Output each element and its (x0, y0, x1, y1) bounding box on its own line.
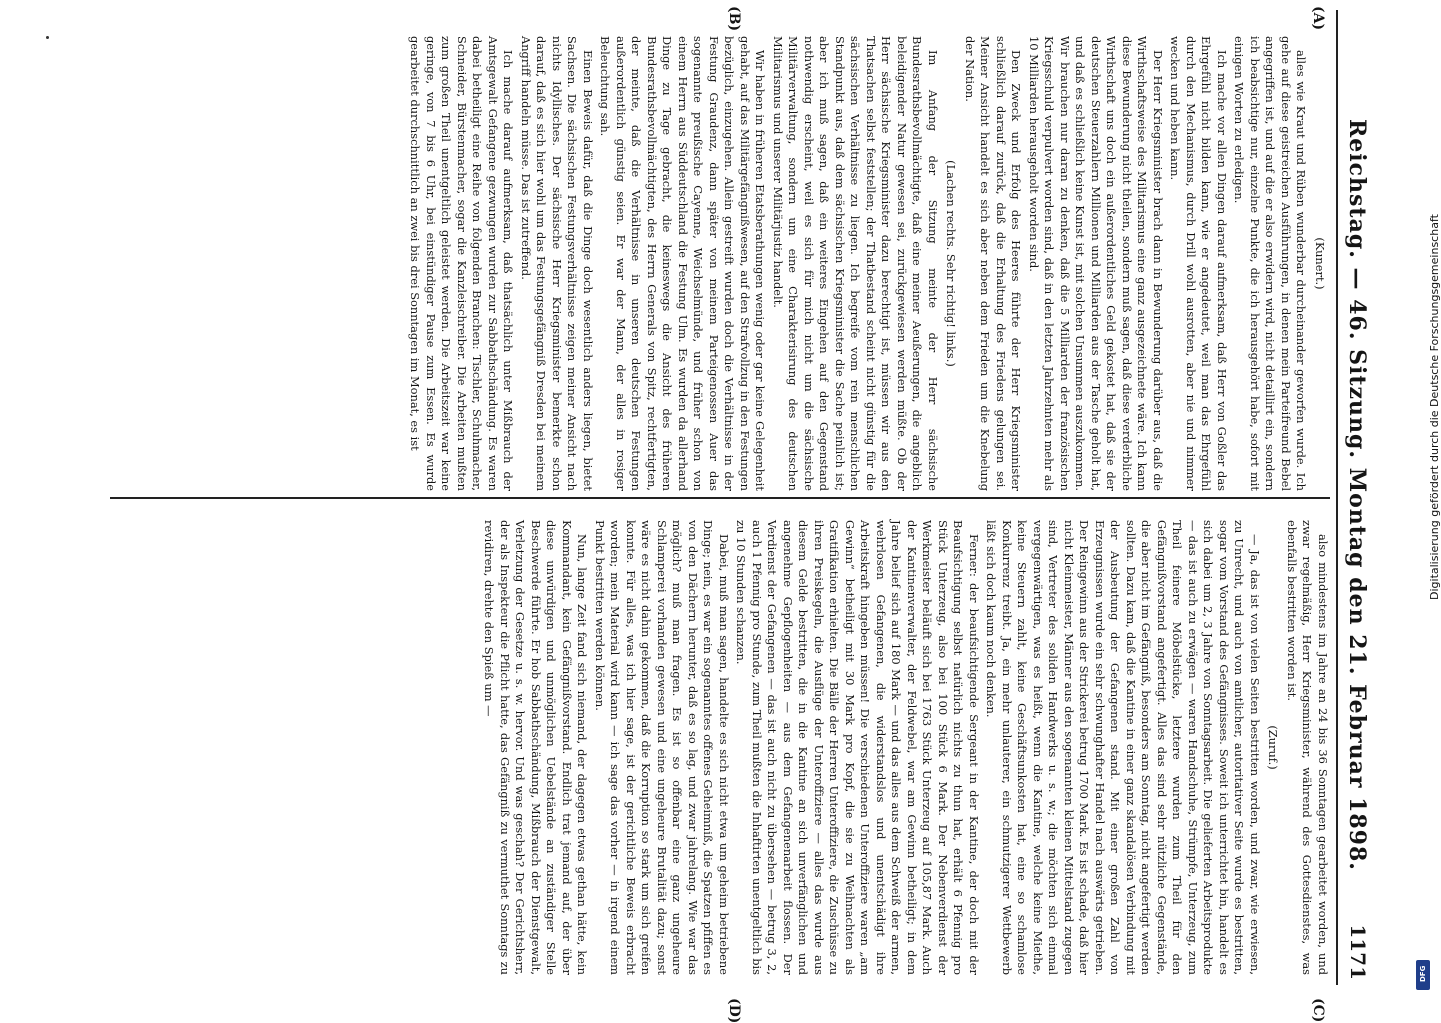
paragraph: (Lachen rechts. Sehr richtig! links.) (944, 160, 959, 367)
paragraph: Wir haben in früheren Etatsberathungen wenig oder gar keine Gelegenheit gehabt, auf das Militärgefängnißwesen, auf den Strafvollzug in den Festungen bezüglich, einzugehen. Allein gestreift wurden doch die Verhältnisse in der Festung Graudenz, dann später von meinem Parteigenossen Auer das sogenannte preußische Cayenne, Weichselmünde, und früher schon von einem Herrn aus Süddeutschland die Festung Ulm. Es wurden da allerhand Dinge zu Tage gebracht, die keineswegs die Ansicht des früheren Bundesrathsbevollmächtigten, des Herrn Generals von Spitz, rechtfertigten, der meinte, daß die Verhältnisse in unseren deutschen Festungen außerordentlich günstig seien. Er war der Mann, der alles in rosiger Beleuchtung sah. (598, 36, 768, 491)
dfg-logo (1416, 960, 1430, 990)
paragraph: Im Anfang der Sitzung meinte der Herr sächsische Bundesrathsbevollmächtigte, daß eine meiner Aeußerungen, die angeblich beleidigender Natur gewesen sei, zurückgewiesen werden müßte. Ob der Herr sächsische Kriegsminister dazu berechtigt ist, müssen wir aus den Thatsachen selbst feststellen; der Thatbestand scheint nicht günstig für die sächsischen Verhältnisse zu liegen. Ich begreife vom rein menschlichen Standpunkt aus, daß dem sächsischen Kriegsminister die Sache peinlich ist; aber ich muß sagen, daß ein weiteres Eingehen auf den Gegenstand nothwendig erscheint, weil es sich für mich nicht um die sächsische Militärverwaltung, sondern um eine Charakterisirung des deutschen Militarismus und unserer Militärjustiz handelt. (771, 36, 940, 491)
paragraph: (Kunert.) (1313, 237, 1327, 290)
credit-text: Digitalisierung gefördert durch die Deutsche Forschungsgemeinschaft (1428, 214, 1441, 600)
margin-marker-c: (C) (1310, 998, 1326, 1023)
page-number: 1171 (1346, 924, 1370, 980)
page-header (1334, 0, 1374, 990)
digitization-credit (1404, 0, 1441, 1000)
paragraph: alles wie Kraut und Rüben wunderbar durcheinander geworfen wurde. Ich gehe auf diese geistreichen Ausführungen, in denen mein Parteifreund Bebel angegriffen ist, und auf die er also erwidern wird, nicht detaillirt ein, sondern ich beabsichtige nur, einzelne Punkte, die ich herausgehört habe, sofort mit einigen Worten zu erledigen. (1232, 36, 1309, 491)
margin-marker-a: (A) (1310, 6, 1326, 31)
margin-marker-b: (B) (726, 6, 742, 32)
header-rule (1336, 10, 1338, 985)
page-title: Reichstag. — 46. Sitzung. Montag den 21. Februar 1898. (1344, 119, 1370, 871)
paragraph: Den Zweck und Erfolg des Heeres führte der Herr Kriegsminister schließlich darauf zurück, daß die Erhaltung des Friedens gelungen sei. Meiner Ansicht handelt es sich aber neben dem Frieden um die Knebelung der Nation. (963, 36, 1024, 491)
right-column (115, 520, 1330, 975)
paragraph: Ich mache darauf aufmerksam, daß thatsächlich unter Mißbrauch der Amtsgewalt Gefangene gezwungen wurden zur Sabbathschändung. Es waren dabei betheiligt eine Reihe von folgenden Branchen: Tischler, Schuhmacher, Schneider, Bürstenmacher, sogar die Kanzleischreiber. Die Arbeiten mußten zum großen Theil unentgeltlich geleistet werden. Die Arbeitszeit war keine geringe, von 7 bis 6 Uhr, bei einstündiger Pause zum Essen. Es wurde gearbeitet durchschnittlich an zwei bis drei Sonntagen im Monat, es ist (408, 36, 516, 491)
paragraph: Einen Beweis dafür, daß die Dinge doch wesentlich anders liegen, bietet Sachsen. Die sächsischen Festungsverhältnisse zeigen meiner Ansicht nach nichts Idyllisches. Der sächsische Herr Kriegsminister bemerkte schon darauf, daß es sich hier wohl um das Festungsgefängniß Dresden bei meinem Angriff handeln müsse. Das ist zutreffend. (519, 36, 595, 491)
paragraph: — Ja, das ist von vielen Seiten bestritten worden, und zwar, wie erwiesen, zu Unrecht, und auch von amtlicher, autoritativer Seite wurde es bestritten, sogar vom Vorstand des Gefängnisses. Soweit ich unterrichtet bin, handelt es sich dabei um 2, 3 Jahre von Sonntagsarbeit. Die gelieferten Arbeitsprodukte — das ist auch zu erwägen — waren Handschuhe, Strümpfe, Unterzeug, zum Theil feinere Möbelstücke, letztere wurden zum Theil für den Gefängnißvorstand angefertigt. Alles das sind sehr nützliche Gegenstände, die aber nicht im Gefängniß, besonders am Sonntag, nicht angefertigt werden sollten. Dazu kam, daß die Kantine in einer ganz skandalösen Verbindung mit der Ausbeutung der Gefangenen stand. Mit einer großen Zahl von Erzeugnissen wurde ein sehr schwunghafter Handel nach auswärts getrieben. Der Reingewinn aus der Strickerei betrug 1700 Mark. Es ist schade, daß hier nicht Kleinmeister, Männer aus den sogenannten kleinen Mittelstand zugegen sind, Vertreter des soliden Handwerks u. s. w.; die möchten sich einmal vergegenwärtigen, was es heißt, wenn die Kantine, welche keine Miethe, keine Steuern zahlt, keine Geschäftsunkosten hat, eine so schamlose Konkurrenz treibt. Ja, ein mehr unlauterer, ein schmutzigerer Wettbewerb läßt sich doch kaum noch denken. (984, 520, 1262, 975)
paragraph: Nun, lange Zeit fand sich niemand, der dagegen etwas gethan hätte, kein Kommandant, kein Gefängnißvorstand. Endlich trat jemand auf, der über diese unwürdigen und unmöglichen Uebelstände an zuständiger Stelle Beschwerde führte. Er hob Sabbathschändung, Mißbrauch der Dienstgewalt, Verletzung der Gesetze u. s. w. hervor. Und was geschah? Der Gerichtsherr, der als Inspekteur die Pflicht hatte, das Gefängniß zu vermuthet Sonntags zu revidiren, drehte den Spieß um — (482, 520, 590, 975)
margin-marker-d: (D) (726, 998, 742, 1023)
scan-speck (46, 36, 49, 39)
paragraph: Dabei, muß man sagen, handelte es sich nicht etwa um geheim betriebene Dinge; nein, es war ein sogenanntes offenes Geheimniß, die Spatzen pfiffen es von den Dächern herunter, daß es so lag, und zwar jahrelang. Wie war das möglich? muß man fragen. Es ist so offenbar eine ganz ungeheure Schlamperei vorhanden gewesen und eine ungeheure Brutalität dazu; sonst wäre es nicht dahin gekommen, daß die Korruption so stark um sich greifen konnte. Für alles, was ich hier sage, ist der gerichtliche Beweis erbracht worden; mein Material wird kann — ich sage das vorher — in irgend einem Punkt bestritten werden können. (593, 520, 731, 975)
rotated-page-content (92, 0, 1382, 1023)
paragraph: also mindestens im Jahre an 24 bis 36 Sonntagen gearbeitet worden, und zwar regelmäßig, Herr Kriegsminister, während des Gottesdienstes, was ebenfalls bestritten worden ist. (1285, 520, 1330, 975)
paragraph: (Zuruf.) (1266, 725, 1281, 770)
paragraph: Ich mache vor allen Dingen darauf aufmerksam, daß Herr von Goßler das Ehrgefühl nicht bilden kann, wie er angedeutet, weil man das Ehrgefühl durch den Mechanismus, durch Drill wohl ausrotten, aber nie und nimmer wecken und heben kann. (1168, 36, 1229, 491)
dfg-logo-text: DFG (1419, 965, 1427, 982)
column-divider (110, 497, 1330, 499)
paragraph: Ferner: der beaufsichtigende Sergeant in der Kantine, der doch mit der Beaufsichtigung selbst natürlich nichts zu thun hat, erhält 6 Pfennig pro Stück Unterzeug, also bei 100 Stück 6 Mark. Der Nebenverdienst der Werkmeister beläuft sich bei 1763 Stück Unterzeug auf 105,87 Mark. Auch der Kantinenverwalter, der Feldwebel, war am Gewinn betheiligt; in dem Jahre belief sich auf 180 Mark — und das alles aus dem Schweiß der armen, wehrlosen Gefangenen, die widerstandslos und unentschädigt ihre Arbeitskraft hingeben müssen! Die verschiedenen Unteroffiziere waren „am Gewinn“ betheiligt mit 30 Mark pro Kopf, die sie zu Weihnachten als Gratifikation erhielten. Die Bälle der Herren Unteroffiziere, die Zuschüsse zu ihren Preiskegeln, die Ausflüge der Unteroffiziere — alles das wurde aus diesem Gelde bestritten, die in die Kantine an sich unverfänglichen und angenehme Gepflogenheiten — aus dem Gefangenenarbeit flossen. Der Verdienst der Gefangenen — das ist auch nicht zu übersehen — betrug 3, 2, auch 1 Pfennig pro Stunde, zum Theil mußten die Inhaftirten unentgeltlich bis zu 10 Stunden schanzen. (734, 520, 981, 975)
left-column (115, 36, 1330, 491)
paragraph: Der Herr Kriegsminister brach dann in Bewunderung darüber aus, daß die Wirthschaftsweise des Militarismus eine ganz ausgezeichnete wäre. Ich kann diese Bewunderung nicht theilen, sondern muß sagen, daß diese verderbliche Wirthschaft uns doch ein außerordentliches Geld gekostet hat, daß sie der deutschen Steuerzahlern Millionen und Milliarden aus der Tasche geholt hat, und daß es schließlich keine Kunst ist, mit solchen Unsummen auszukommen. Wir brauchen nur daran zu denken, daß die 5 Milliarden der französischen Kriegsschuld verpulvert worden sind, daß in den letzten Jahrzehnten mehr als 10 Milliarden herausgeholt worden sind. (1027, 36, 1165, 491)
